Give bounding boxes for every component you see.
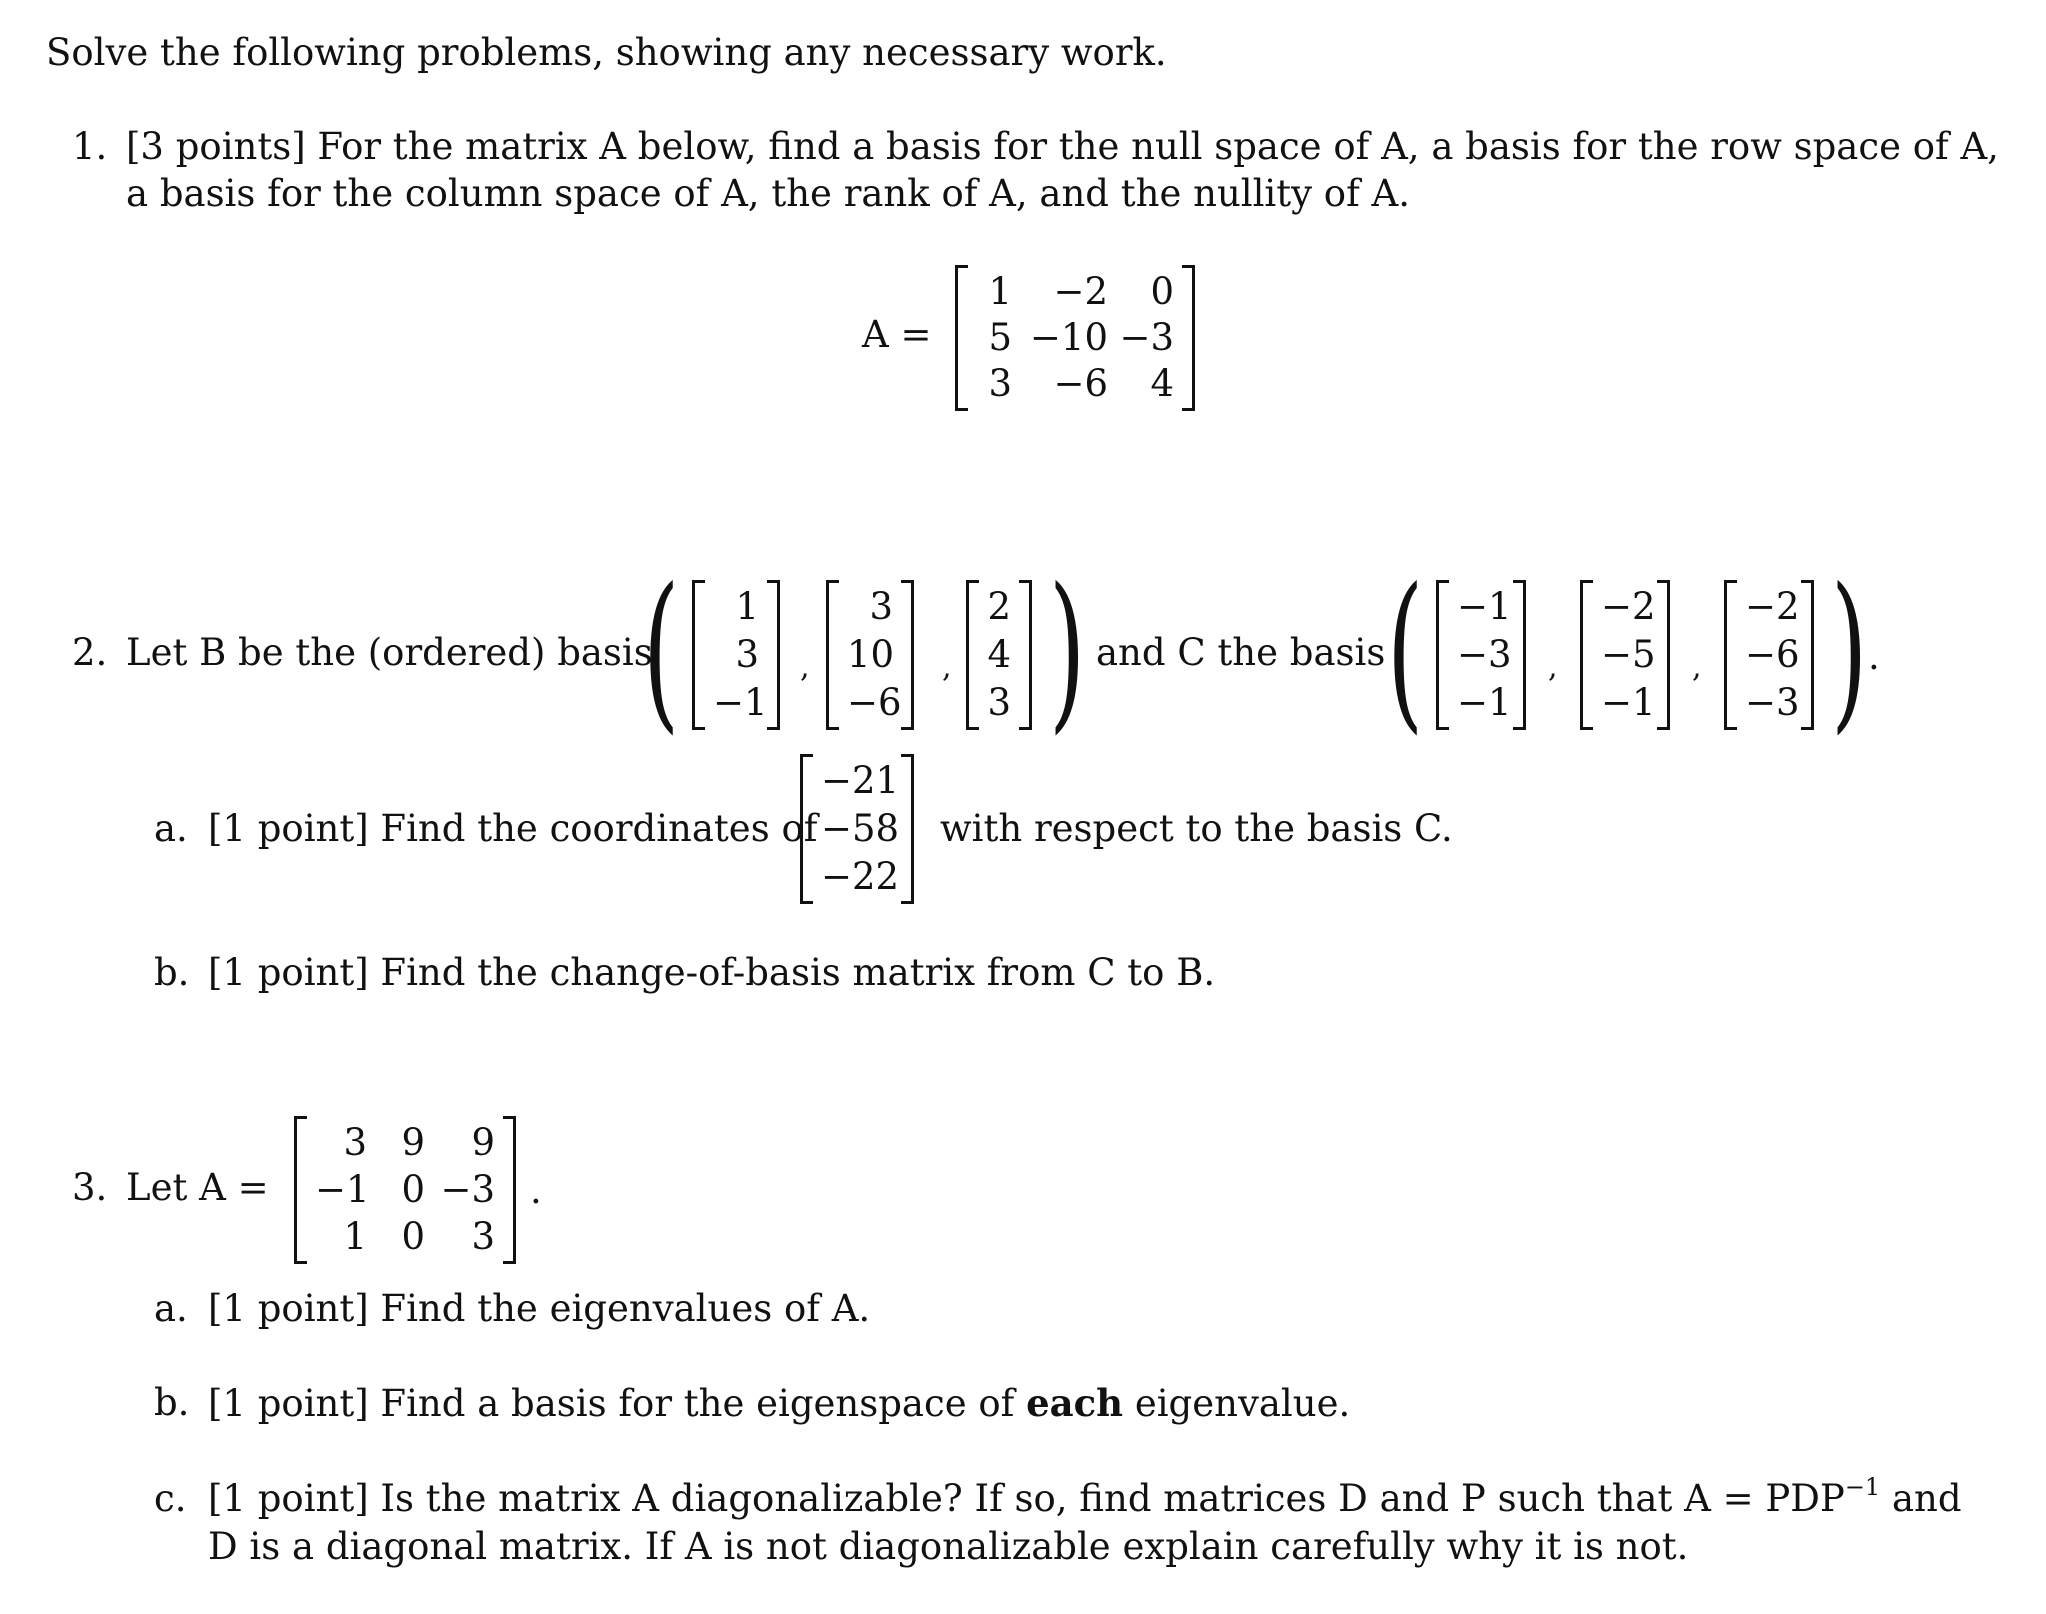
coordinate-vector [800, 754, 914, 904]
basis-B-vector-2 [826, 580, 914, 730]
matrix-cell: −2 [1053, 270, 1108, 313]
matrix-A-problem-3 [294, 1116, 516, 1264]
vector-entry: −3 [1745, 681, 1800, 724]
matrix-cell: 1 [343, 1215, 367, 1258]
comma: , [1692, 650, 1702, 685]
vector-entry: −58 [821, 807, 900, 850]
part-2a-lead: [1 point] Find the coordinates of [208, 807, 818, 850]
matrix-cell: −6 [1053, 362, 1108, 405]
matrix-cell: −3 [440, 1168, 495, 1211]
comma: , [942, 650, 952, 685]
part-3c-line-1 [208, 1473, 1962, 1526]
right-paren-basis-C: ) [1830, 552, 1868, 750]
problem-1-line-1: [3 points] For the matrix A below, find a basis for the null space of A, a basis for the row space of A, [126, 125, 1999, 168]
vector-entry: −22 [821, 855, 900, 898]
problem-3-lead: Let A = [126, 1166, 269, 1209]
part-2b-text: [1 point] Find the change-of-basis matrix from C to B. [208, 951, 1216, 994]
matrix-cell: −3 [1119, 316, 1174, 359]
part-3c-label: c. [154, 1477, 187, 1520]
problem-1-line-2: a basis for the column space of A, the rank of A, and the nullity of A. [126, 172, 1411, 215]
problem-3-number: 3. [72, 1166, 108, 1209]
part-3a-text: [1 point] Find the eigenvalues of A. [208, 1287, 871, 1330]
matrix-cell: −1 [315, 1168, 370, 1211]
basis-C-vector-2 [1580, 580, 1670, 730]
vector-entry: 3 [987, 681, 1011, 724]
problem-2-end-period: . [1868, 635, 1880, 678]
problem-2-mid: and C the basis [1096, 631, 1386, 674]
basis-B-vector-3 [966, 580, 1032, 730]
part-2a-label: a. [154, 807, 188, 850]
part-3b-bold-each: each [1026, 1381, 1124, 1425]
vector-entry: −2 [1745, 585, 1800, 628]
problem-1-matrix-lhs: A = [862, 313, 932, 356]
comma: , [800, 650, 810, 685]
matrix-cell: 4 [1150, 362, 1174, 405]
matrix-cell: 3 [471, 1215, 495, 1258]
comma: , [1548, 650, 1558, 685]
part-3c-line-1-post: and [1891, 1477, 1962, 1520]
right-paren-basis-B: ) [1048, 552, 1086, 750]
matrix-cell: 0 [401, 1215, 425, 1258]
intro-text: Solve the following problems, showing any necessary work. [46, 31, 1167, 74]
vector-entry: 3 [869, 585, 893, 628]
basis-C-vector-3 [1724, 580, 1814, 730]
part-3a-label: a. [154, 1287, 188, 1330]
part-3c-line-1-pre: [1 point] Is the matrix A diagonalizable? If so, find matrices D and P such that A = PDP [208, 1477, 1845, 1520]
vector-entry: −5 [1601, 633, 1656, 676]
inverse-superscript: −1 [1844, 1473, 1881, 1501]
matrix-cell: 3 [988, 362, 1012, 405]
vector-entry: 2 [987, 585, 1011, 628]
matrix-cell: 5 [988, 316, 1012, 359]
vector-entry: 10 [847, 633, 895, 676]
part-3b-text-post: eigenvalue. [1134, 1382, 1351, 1425]
part-3b-label: b. [154, 1381, 190, 1424]
vector-entry: −6 [847, 681, 902, 724]
vector-entry: −6 [1745, 633, 1800, 676]
left-paren-basis-C: ( [1386, 552, 1424, 750]
matrix-cell: 0 [1150, 270, 1174, 313]
problem-2-lead: Let B be the (ordered) basis [126, 631, 653, 674]
part-2a-tail: with respect to the basis C. [940, 807, 1453, 850]
vector-entry: −1 [1457, 585, 1512, 628]
vector-entry: −1 [1601, 681, 1656, 724]
matrix-cell: 3 [343, 1121, 367, 1164]
matrix-A-problem-1 [955, 265, 1195, 411]
part-3b-text-pre: [1 point] Find a basis for the eigenspace of [208, 1382, 1015, 1425]
problem-2-number: 2. [72, 631, 108, 674]
basis-B-vector-1 [692, 580, 780, 730]
vector-entry: −21 [821, 759, 900, 802]
part-3c-line-2: D is a diagonal matrix. If A is not diagonalizable explain carefully why it is not. [208, 1525, 1689, 1568]
part-3b-text [208, 1380, 1350, 1427]
part-2b-label: b. [154, 951, 190, 994]
matrix-cell: 9 [401, 1121, 425, 1164]
matrix-cell: −10 [1029, 316, 1108, 359]
matrix-cell: 0 [401, 1168, 425, 1211]
problem-1-number: 1. [72, 125, 108, 168]
problem-3-end-period: . [530, 1169, 542, 1212]
vector-entry: 3 [735, 633, 759, 676]
vector-entry: −1 [713, 681, 768, 724]
basis-C-vector-1 [1436, 580, 1526, 730]
vector-entry: 1 [735, 585, 759, 628]
vector-entry: 4 [987, 633, 1011, 676]
vector-entry: −3 [1457, 633, 1512, 676]
vector-entry: −1 [1457, 681, 1512, 724]
left-paren-basis-B: ( [642, 552, 680, 750]
vector-entry: −2 [1601, 585, 1656, 628]
matrix-cell: 1 [988, 270, 1012, 313]
matrix-cell: 9 [471, 1121, 495, 1164]
